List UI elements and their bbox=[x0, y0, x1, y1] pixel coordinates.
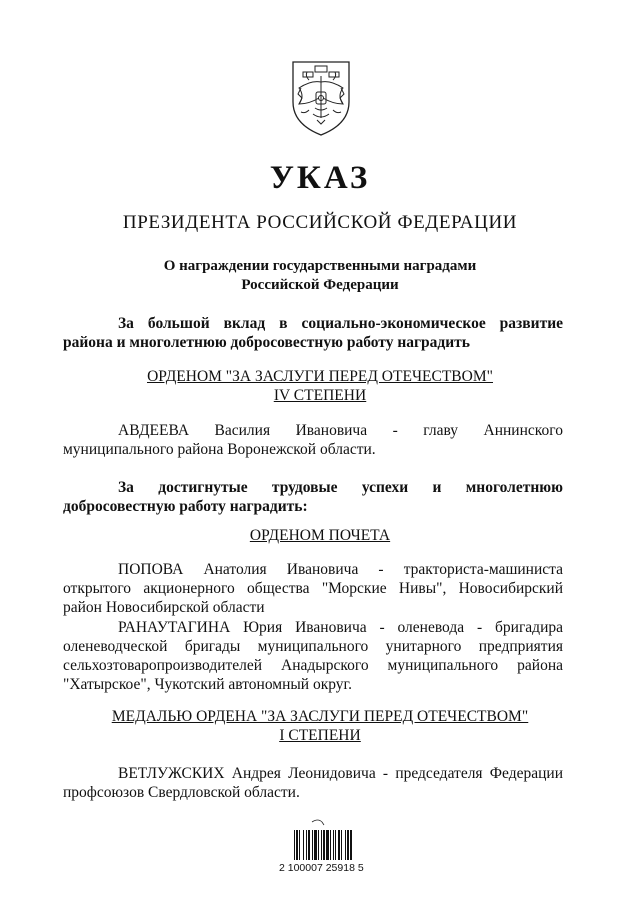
recipient-paragraph-4 bbox=[63, 764, 563, 802]
heading-line: О награждении государственными наградами bbox=[163, 258, 477, 274]
recipient-line: профсоюзов Свердловской области. bbox=[63, 784, 300, 801]
barcode-bar bbox=[299, 830, 300, 860]
award-title-2 bbox=[0, 526, 640, 545]
barcode-bar bbox=[350, 830, 352, 860]
award-title-3 bbox=[0, 707, 640, 745]
barcode-bar bbox=[333, 830, 334, 860]
barcode-bar bbox=[312, 830, 313, 860]
intro-paragraph-1 bbox=[63, 314, 563, 352]
barcode-bar bbox=[335, 830, 336, 860]
recipient-line: район Новосибирской области bbox=[63, 599, 265, 616]
barcode-bar bbox=[314, 830, 317, 860]
recipient-line: АВДЕЕВА Василия Ивановича - главу Аннинского bbox=[118, 422, 563, 439]
recipient-line: открытого акционерного общества "Морские Нивы", Новосибирский bbox=[63, 580, 563, 597]
barcode-bar bbox=[330, 830, 331, 860]
award-line: IV СТЕПЕНИ bbox=[273, 387, 367, 404]
award-title-1 bbox=[0, 367, 640, 405]
intro-line: района и многолетнюю добросовестную работу наградить bbox=[63, 334, 470, 351]
barcode-bar bbox=[294, 830, 295, 860]
recipient-line: ПОПОВА Анатолия Ивановича - тракториста-машиниста bbox=[118, 561, 563, 578]
recipient-line: оленеводческой бригады муниципального унитарного предприятия bbox=[63, 638, 563, 655]
barcode-bar bbox=[321, 830, 322, 860]
barcode-bar bbox=[326, 830, 329, 860]
intro-line: За большой вклад в социально-экономическое развитие bbox=[118, 315, 563, 332]
intro-line: За достигнутые трудовые успехи и многолетнюю bbox=[118, 479, 563, 496]
barcode-bar bbox=[345, 830, 346, 860]
barcode-bar bbox=[308, 830, 310, 860]
intro-paragraph-2 bbox=[63, 478, 563, 516]
recipient-line: муниципального района Воронежской области. bbox=[63, 441, 376, 458]
recipient-line: РАНАУТАГИНА Юрия Ивановича - оленевода - бригадира bbox=[118, 619, 563, 636]
award-line: I СТЕПЕНИ bbox=[279, 727, 361, 744]
heading-line: Российской Федерации bbox=[241, 277, 399, 293]
recipient-paragraph-2 bbox=[63, 560, 563, 617]
barcode-number: 2 100007 25918 5 bbox=[279, 862, 364, 874]
document-issuer: ПРЕЗИДЕНТА РОССИЙСКОЙ ФЕДЕРАЦИИ bbox=[122, 212, 518, 233]
award-line: ОРДЕНОМ "ЗА ЗАСЛУГИ ПЕРЕД ОТЕЧЕСТВОМ" bbox=[147, 368, 493, 385]
intro-line: добросовестную работу наградить: bbox=[63, 498, 308, 515]
barcode bbox=[280, 818, 380, 862]
award-line: МЕДАЛЬЮ ОРДЕНА "ЗА ЗАСЛУГИ ПЕРЕД ОТЕЧЕСТВОМ" bbox=[111, 708, 529, 725]
document-heading bbox=[0, 257, 640, 295]
recipient-line: "Хатырское", Чукотский автономный округ. bbox=[63, 676, 353, 693]
award-line: ОРДЕНОМ ПОЧЕТА bbox=[249, 527, 391, 544]
barcode-bar bbox=[296, 830, 298, 860]
recipient-line: сельхозтоваропроизводителей Анадырского муниципального района bbox=[63, 657, 563, 674]
barcode-bar bbox=[341, 830, 342, 860]
barcode-bar bbox=[303, 830, 304, 860]
barcode-bar bbox=[318, 830, 319, 860]
document-type: УКАЗ bbox=[269, 160, 371, 196]
recipient-line: ВЕТЛУЖСКИХ Андрея Леонидовича - председателя Федерации bbox=[118, 765, 563, 782]
recipient-paragraph-1 bbox=[63, 421, 563, 459]
barcode-bar bbox=[338, 830, 340, 860]
barcode-bar bbox=[347, 830, 349, 860]
coat-of-arms-emblem bbox=[287, 58, 355, 138]
recipient-paragraph-3 bbox=[63, 618, 563, 694]
barcode-bar bbox=[323, 830, 325, 860]
barcode-bar bbox=[306, 830, 307, 860]
